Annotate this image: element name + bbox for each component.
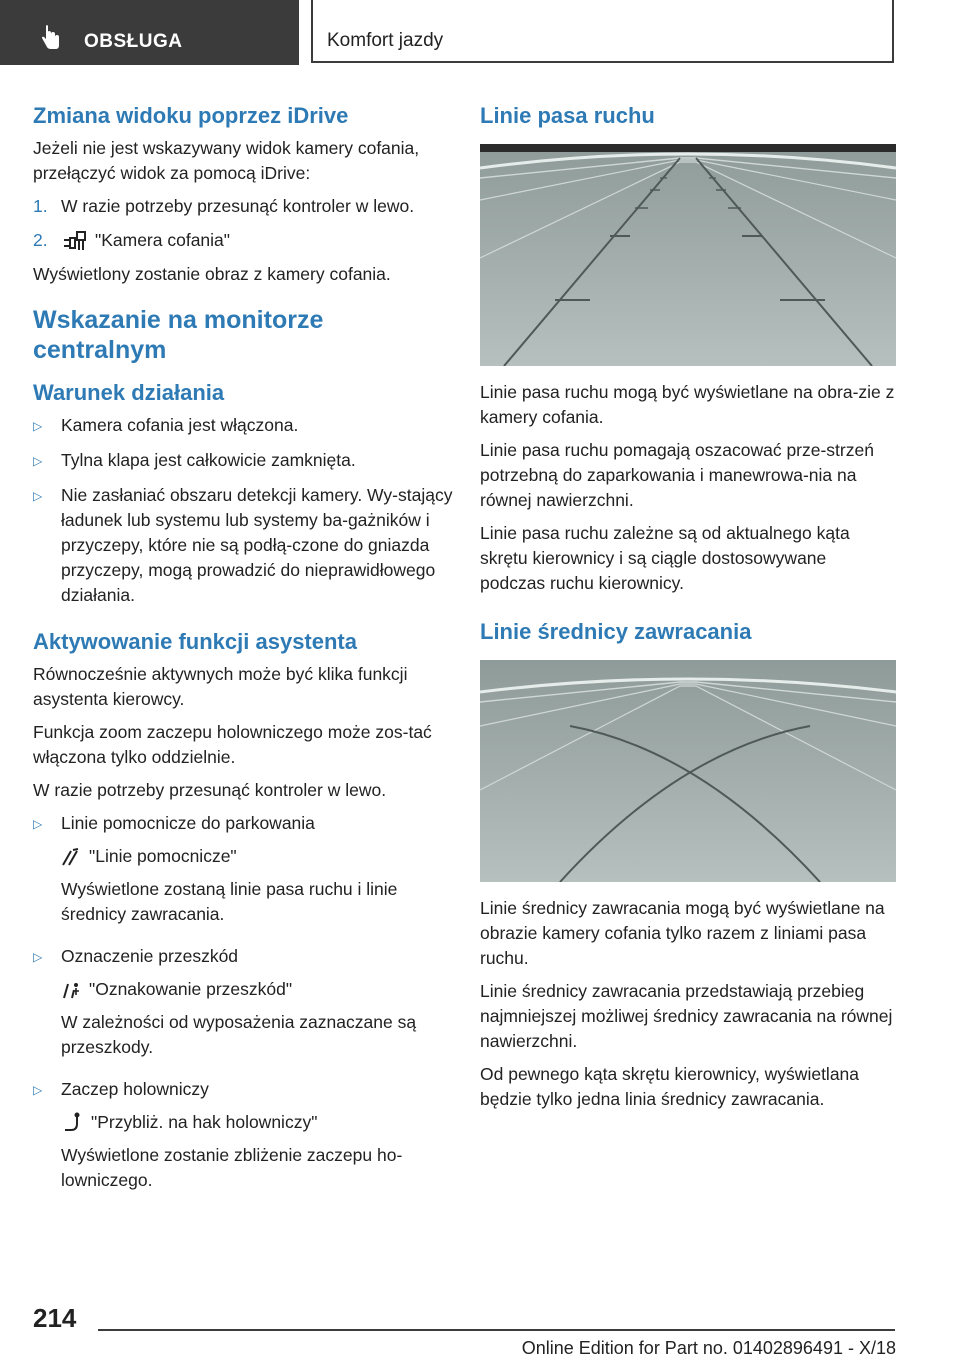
turning-circle-image — [480, 660, 896, 882]
chapter-label: Komfort jazdy — [327, 30, 444, 51]
assist-item — [33, 1077, 453, 1201]
lane-lines-image — [480, 144, 896, 366]
footer-divider — [98, 1329, 895, 1331]
triangle-bullet-icon: ▷ — [33, 454, 43, 468]
triangle-bullet-icon: ▷ — [33, 1083, 43, 1097]
triangle-bullet-icon: ▷ — [33, 817, 43, 831]
chapter-box — [311, 0, 894, 63]
paragraph: Linie pasa ruchu mogą być wyświetlane na obra-zie z kamery cofania. — [480, 382, 895, 427]
menu-item-label: "Przybliż. na hak holowniczy" — [91, 1112, 318, 1132]
paragraph: Funkcja zoom zaczepu holowniczego może zos-tać włączona tylko oddzielnie. — [33, 722, 432, 767]
assist-desc: Wyświetlone zostanie zbliżenie zaczepu ho-lowniczego. — [61, 1145, 403, 1190]
parking-lines-icon — [61, 847, 81, 867]
heading-condition: Warunek działania — [33, 380, 225, 405]
step-item — [33, 228, 453, 253]
section-label: OBSŁUGA — [84, 31, 183, 52]
heading-lane-lines: Linie pasa ruchu — [480, 103, 655, 128]
assist-title: Oznaczenie przeszkód — [61, 946, 239, 966]
triangle-bullet-icon: ▷ — [33, 950, 43, 964]
assist-item — [33, 944, 453, 1068]
assist-desc: W zależności od wyposażenia zaznaczane są przeszkody. — [61, 1012, 417, 1057]
menu-item-label: "Oznakowanie przeszkód" — [89, 979, 293, 999]
step-text: W razie potrzeby przesunąć kontroler w lewo. — [61, 196, 415, 216]
left-column — [33, 100, 453, 1210]
heading-change-view: Zmiana widoku poprzez iDrive — [33, 103, 349, 128]
step-text: "Kamera cofania" — [95, 230, 230, 250]
paragraph: Od pewnego kąta skrętu kierownicy, wyświetlana będzie tylko jedna linia średnicy zawracania. — [480, 1064, 860, 1109]
step-item — [33, 194, 453, 219]
step-number: 1. — [33, 196, 48, 216]
paragraph: Jeżeli nie jest wskazywany widok kamery cofania, przełączyć widok za pomocą iDrive: — [33, 138, 420, 183]
paragraph: W razie potrzeby przesunąć kontroler w lewo. — [33, 780, 387, 800]
paragraph: Wyświetlony zostanie obraz z kamery cofania. — [33, 264, 391, 284]
heading-activate: Aktywowanie funkcji asystenta — [33, 629, 357, 654]
assist-desc: Wyświetlone zostaną linie pasa ruchu i linie średnicy zawracania. — [61, 879, 398, 924]
condition-item: ▷ Tylna klapa jest całkowicie zamknięta. — [33, 448, 453, 474]
hand-icon — [40, 25, 62, 51]
heading-turning: Linie średnicy zawracania — [480, 619, 752, 644]
menu-item-label: "Linie pomocnicze" — [89, 846, 237, 866]
obstacle-marking-icon — [61, 980, 81, 1000]
right-column — [480, 100, 896, 1120]
rear-camera-icon — [61, 230, 87, 252]
edition-text: Online Edition for Part no. 01402896491 - X/18 — [521, 1338, 896, 1358]
paragraph: Linie średnicy zawracania mogą być wyświetlane na obrazie kamery cofania tylko razem z liniami pasa ruchu. — [480, 898, 885, 968]
condition-item: ▷ Kamera cofania jest włączona. — [33, 413, 453, 439]
step-number: 2. — [33, 230, 48, 250]
heading-display: Wskazanie na monitorze centralnym — [33, 306, 324, 364]
assist-item — [33, 811, 453, 935]
assist-title: Zaczep holowniczy — [61, 1079, 209, 1099]
condition-item: ▷ Nie zasłaniać obszaru detekcji kamery. Wy-stający ładunek lub systemu lub systemy ba-gażników i przyczepy, które nie są podłą-czone do gniazda przyczepy, mogą prowadzić do nieprawidłowego działania. — [33, 483, 453, 608]
tow-hitch-icon — [61, 1112, 83, 1134]
triangle-bullet-icon: ▷ — [33, 419, 43, 433]
assist-title: Linie pomocnicze do parkowania — [61, 813, 315, 833]
triangle-bullet-icon: ▷ — [33, 489, 43, 503]
section-tab — [0, 0, 299, 65]
paragraph: Linie średnicy zawracania przedstawiają przebieg najmniejszej możliwej średnicy zawracania na równej nawierzchni. — [480, 981, 893, 1051]
paragraph: Linie pasa ruchu pomagają oszacować prze-strzeń potrzebną do zaparkowania i manewrowa-nia na równej nawierzchni. — [480, 440, 874, 510]
paragraph: Linie pasa ruchu zależne są od aktualnego kąta skrętu kierownicy i są ciągle dostosowywane podczas ruchu kierownicy. — [480, 523, 850, 593]
page-number: 214 — [33, 1303, 77, 1333]
paragraph: Równocześnie aktywnych może być klika funkcji asystenta kierowcy. — [33, 664, 408, 709]
